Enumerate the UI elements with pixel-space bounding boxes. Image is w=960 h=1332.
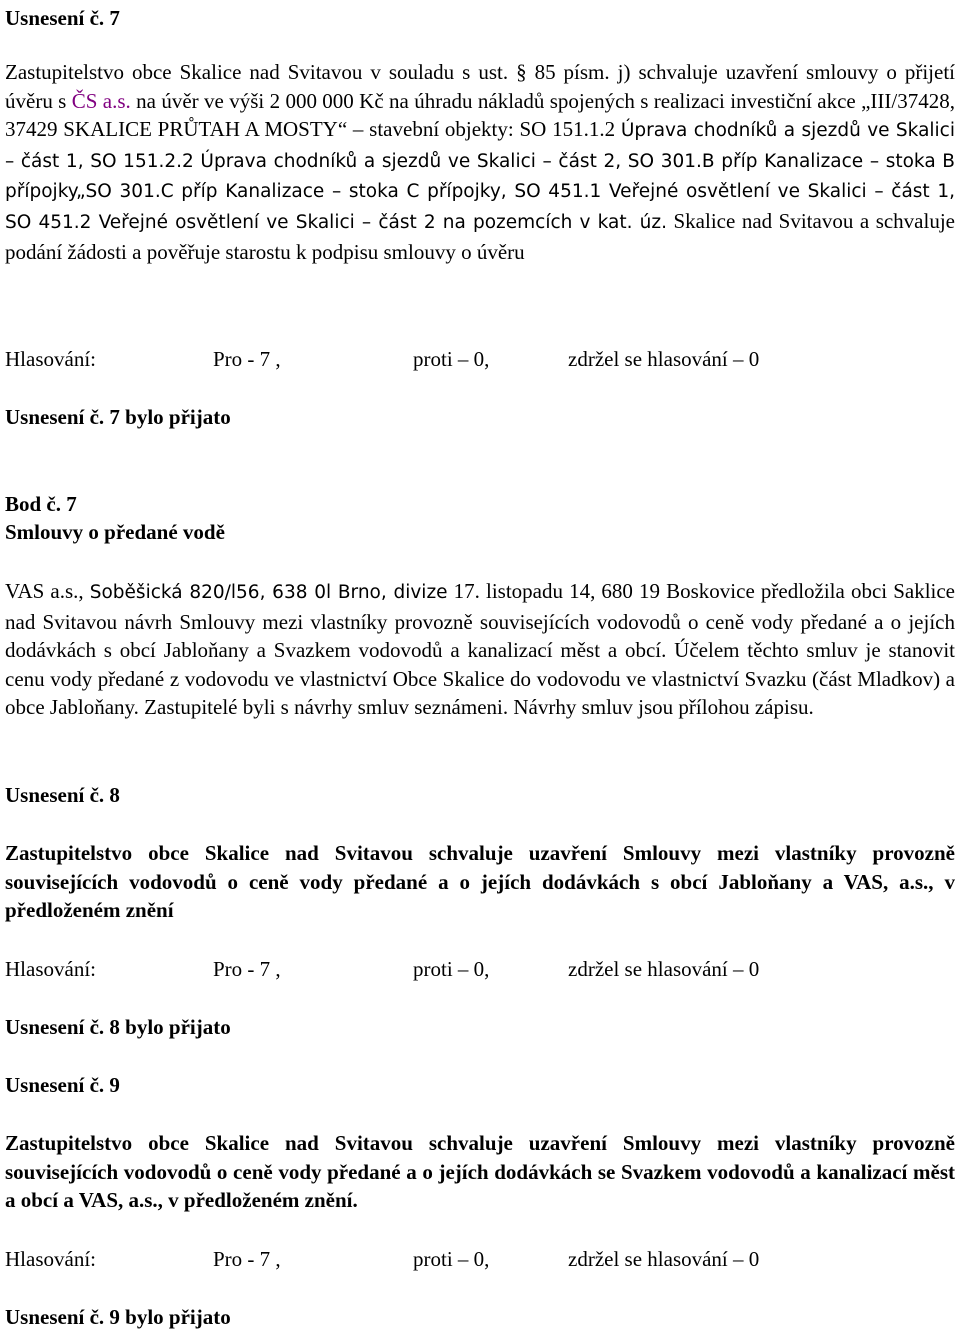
item-7-paragraph (5, 577, 955, 722)
item-7-paragraph-part-a: VAS a.s., (5, 579, 90, 603)
resolution-7-text-part-d: Skalice nad Svitavou a schvaluje podání žádosti a pověřuje starostu k podpisu smlouvy o úvěru (5, 208, 955, 264)
resolution-7-heading: Usnesení č. 7 (5, 6, 120, 30)
vote-label: Hlasování: (5, 1247, 96, 1271)
vote-proti: proti – 0, (413, 957, 490, 981)
item-7-heading: Bod č. 7 (5, 492, 77, 516)
cs-bank-link[interactable]: ČS a.s. (71, 88, 131, 113)
vote-label: Hlasování: (5, 957, 96, 981)
item-7-title: Smlouvy o předané vodě (5, 520, 225, 544)
resolution-9-result: Usnesení č. 9 bylo přijato (5, 1305, 231, 1329)
resolution-7-text (5, 58, 955, 266)
resolution-7-result: Usnesení č. 7 bylo přijato (5, 405, 231, 429)
resolution-9-heading: Usnesení č. 9 (5, 1073, 120, 1097)
resolution-9-text: Zastupitelstvo obce Skalice nad Svitavou schvaluje uzavření Smlouvy mezi vlastníky provozně souvisejících vodovodů o ceně vody předané a o jejích dodávkách se Svazkem vodovodů a kanalizací měst a obcí a VAS, a.s., v předloženém znění. (5, 1131, 955, 1213)
vote-proti: proti – 0, (413, 347, 490, 371)
resolution-8-text: Zastupitelstvo obce Skalice nad Svitavou schvaluje uzavření Smlouvy mezi vlastníky provozně souvisejících vodovodů o ceně vody předané a o jejích dodávkách s obcí Jabloňany a VAS, a.s., v předloženém znění (5, 841, 955, 923)
vote-pro: Pro - 7 , (213, 957, 281, 981)
vote-label: Hlasování: (5, 347, 96, 371)
vote-zdrzel: zdržel se hlasování – 0 (568, 957, 760, 981)
resolution-7-text-part-a: Zastupitelstvo obce Skalice nad Svitavou v souladu s ust. § 85 písm. j) schvaluje uzavření smlouvy o přijetí úvěru s (5, 60, 955, 113)
vote-pro: Pro - 7 , (213, 1247, 281, 1271)
vote-proti: proti – 0, (413, 1247, 490, 1271)
resolution-7-text-part-b: na úvěr ve výši 2 000 000 Kč na úhradu nákladů spojených s realizaci investiční akce „III/37428, 37429 SKALICE PRŮTAH A MOSTY“ – stavební objekty: SO 151.1.2 (5, 88, 955, 142)
vote-zdrzel: zdržel se hlasování – 0 (568, 347, 760, 371)
resolution-8-result: Usnesení č. 8 bylo přijato (5, 1015, 231, 1039)
vote-zdrzel: zdržel se hlasování – 0 (568, 1247, 760, 1271)
resolution-7-text-part-c: Úprava chodníků a sjezdů ve Skalici – část 1, SO 151.2.2 Úprava chodníků a sjezdů ve Skalici – část 2, SO 301.B příp Kanalizace – stoka B přípojky„SO 301.C příp Kanalizace – stoka C přípojky, SO 451.1 Veřejné osvětlení ve Skalici – část 1, SO 451.2 Veřejné osvětlení ve Skalici – část 2 na pozemcích v kat. úz. (5, 120, 955, 233)
resolution-8-heading: Usnesení č. 8 (5, 783, 120, 807)
item-7-paragraph-part-c: 17. listopadu 14, 680 19 Boskovice předložila obci Saklice nad Svitavou návrh Smlouvy mezi vlastníky provozně souvisejících vodovodů o ceně vody předané a o jejích dodávkách s obcí Jabloňany a Svazkem vodovodů a kanalizací měst a obcí. Účelem těchto smluv je stanovit cenu vody předané z vodovodu ve vlastnictví Obce Skalice do vodovodu ve vlastnictví Svazku (část Mladkov) a obce Jabloňany. Zastupitelé byli s návrhy smluv seznámeni. Návrhy smluv jsou přílohou zápisu. (5, 579, 956, 720)
vote-pro: Pro - 7 , (213, 347, 281, 371)
item-7-paragraph-part-b: Soběšická 820/l56, 638 0l Brno, divize (89, 582, 448, 603)
